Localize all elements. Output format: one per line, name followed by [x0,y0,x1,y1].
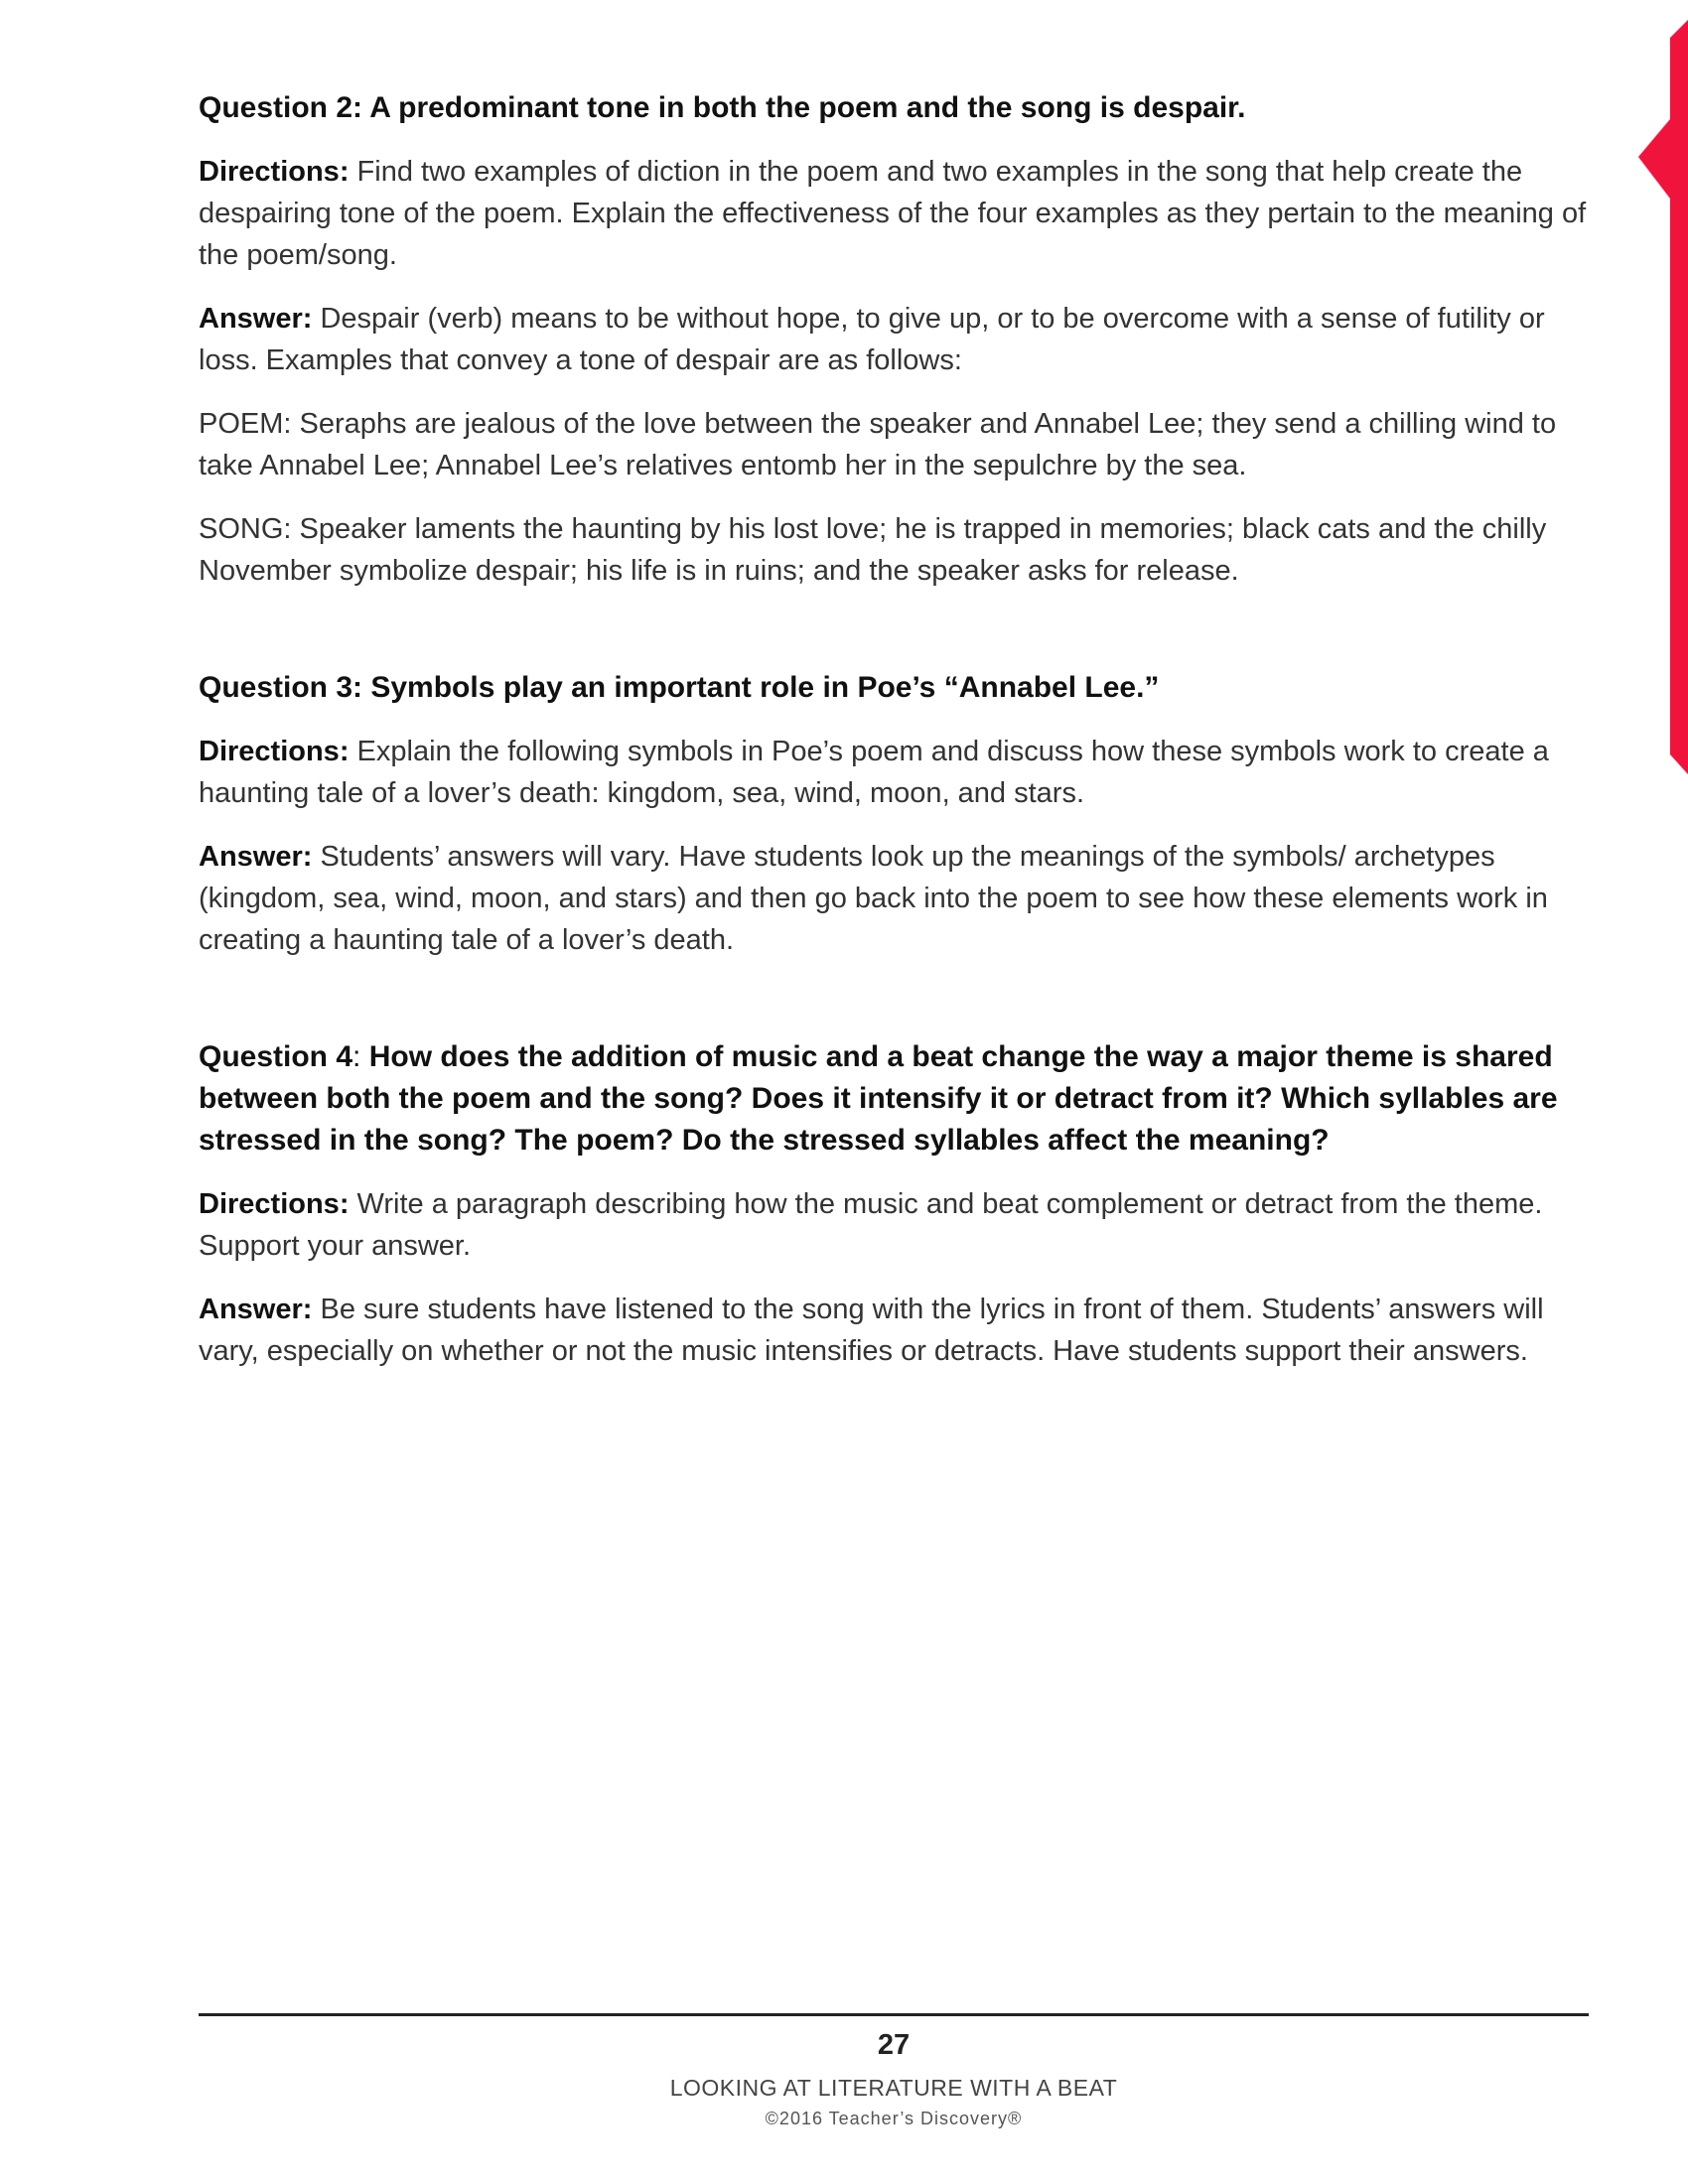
directions-label: Directions: [199,156,350,188]
question-4-text: How does the addition of music and a beat change the way a major theme is shared between both the poem and the song? Does it intensify it or detract from it? Which syllables are stressed in the song? The poem? Do the stressed syllables affect the meaning? [199,1040,1558,1157]
question-2-poem-examples: POEM: Seraphs are jealous of the love between the speaker and Annabel Lee; they send a chilling wind to take Annabel Lee; Annabel Lee’s relatives entomb her in the sepulchre by the sea. [199,408,1557,481]
answer-text: Students’ answers will vary. Have students look up the meanings of the symbols/ archetypes (kingdom, sea, wind, moon, and stars) and then go back into the poem to see how these elements work in creating a haunting tale of a lover’s death. [199,841,1548,956]
footer-divider [199,2013,1589,2016]
question-4-answer [199,1289,1589,1372]
question-4-block [199,1036,1589,1372]
page-content [199,87,1589,1394]
answer-label: Answer: [199,303,313,335]
question-3-block [199,667,1589,961]
directions-label: Directions: [199,736,350,767]
question-3-directions [199,731,1589,814]
question-2-heading: Question 2: A predominant tone in both the poem and the song is despair. [199,91,1246,124]
question-2-song-examples: SONG: Speaker laments the haunting by his lost love; he is trapped in memories; black cats and the chilly November symbolize despair; his life is in ruins; and the speaker asks for release. [199,513,1547,587]
question-2-answer [199,298,1589,381]
question-4-colon: : [352,1040,369,1073]
directions-label: Directions: [199,1188,350,1220]
answer-text: Despair (verb) means to be without hope, to give up, or to be overcome with a sense of futility or loss. Examples that convey a tone of despair are as follows: [199,303,1545,376]
question-4-directions [199,1183,1589,1267]
red-page-tab [1609,20,1688,774]
answer-text: Be sure students have listened to the song with the lyrics in front of them. Students’ answers will vary, especially on whether or not the music intensifies or detracts. Have students support their answers. [199,1294,1544,1367]
question-3-answer [199,836,1589,961]
question-2-directions [199,151,1589,276]
directions-text: Write a paragraph describing how the music and beat complement or detract from the theme. Support your answer. [199,1188,1543,1262]
answer-label: Answer: [199,841,313,873]
question-4-heading [199,1036,1589,1161]
copyright-notice: ©2016 Teacher’s Discovery® [765,2109,1023,2128]
question-3-heading: Question 3: Symbols play an important role in Poe’s “Annabel Lee.” [199,671,1160,704]
book-title: LOOKING AT LITERATURE WITH A BEAT [669,2075,1118,2101]
directions-text: Explain the following symbols in Poe’s poem and discuss how these symbols work to create a haunting tale of a lover’s death: kingdom, sea, wind, moon, and stars. [199,736,1549,809]
question-4-label: Question 4 [199,1040,353,1073]
answer-label: Answer: [199,1294,313,1325]
question-2-block [199,87,1589,592]
page-number: 27 [877,2029,911,2061]
directions-text: Find two examples of diction in the poem and two examples in the song that help create the despairing tone of the poem. Explain the effectiveness of the four examples as they pertain to the meaning of the poem/song. [199,156,1587,271]
